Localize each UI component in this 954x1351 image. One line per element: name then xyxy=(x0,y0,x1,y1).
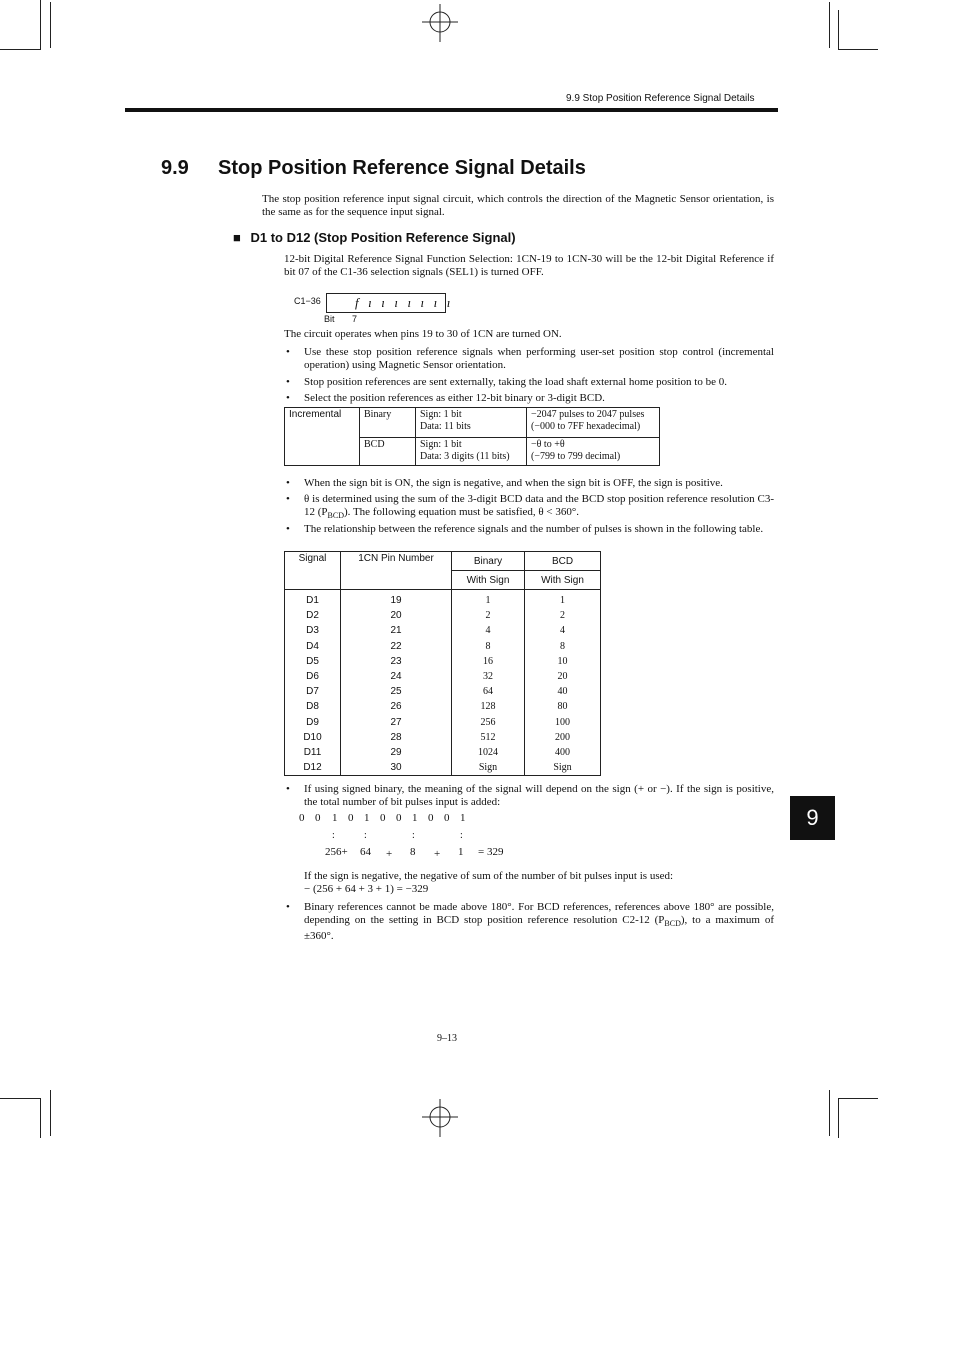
position-reference-table xyxy=(284,407,660,466)
chapter-tab: 9 xyxy=(790,796,835,840)
crop-mark xyxy=(838,1098,878,1099)
table-cell: Incremental xyxy=(285,408,360,466)
crop-mark xyxy=(50,2,51,48)
crop-mark xyxy=(40,0,41,50)
bitfield-box xyxy=(326,293,452,313)
table-row: D4 22 8 8 xyxy=(285,639,601,654)
crop-mark xyxy=(40,1098,41,1138)
list-item: • If using signed binary, the meaning of the signal will depend on the sign (+ or −). If the sign is positive, the total number of bit pulses input is added: xyxy=(286,783,774,808)
registration-mark-bottom xyxy=(420,1097,460,1137)
table-header: Signal xyxy=(285,552,341,590)
table-row: D2 20 2 2 xyxy=(285,608,601,623)
intro-paragraph: The stop position reference input signal circuit, which controls the direction of the Magnetic Sensor orientation, is the same as for the sequence input signal. xyxy=(262,193,774,218)
table-row: D11 29 1024 400 xyxy=(285,745,601,760)
table-header: 1CN Pin Number xyxy=(341,552,452,590)
section-number: 9.9 xyxy=(161,157,189,179)
table-cell: −θ to +θ (−799 to 799 decimal) xyxy=(527,438,660,466)
negative-sum-equation: − (256 + 64 + 3 + 1) = −329 xyxy=(304,883,429,895)
table-header: With Sign xyxy=(452,571,525,590)
table-row: D7 25 64 40 xyxy=(285,684,601,699)
table-cell: BCD xyxy=(360,438,416,466)
bit-number: 7 xyxy=(352,314,358,324)
table-cell: Sign: 1 bit Data: 11 bits xyxy=(416,408,527,438)
table-cell: Sign: 1 bit Data: 3 digits (11 bits) xyxy=(416,438,527,466)
registration-mark-top xyxy=(420,4,460,44)
crop-mark xyxy=(838,49,878,50)
paragraph-circuit: The circuit operates when pins 19 to 30 of 1CN are turned ON. xyxy=(284,328,562,340)
header-rule xyxy=(125,108,778,112)
crop-mark xyxy=(838,10,839,50)
sum-equation: 256+ 64 + 8 + 1 = 329 xyxy=(325,846,504,860)
crop-mark xyxy=(838,1098,839,1138)
bitfield-cells: f ı ı ı ı ı ı ı xyxy=(355,295,452,310)
section-title: Stop Position Reference Signal Details xyxy=(218,157,586,179)
table-row: D3 21 4 4 xyxy=(285,623,601,638)
signal-pulse-table xyxy=(284,551,601,776)
square-bullet-icon: ■ xyxy=(233,230,241,245)
list-item: • When the sign bit is ON, the sign is negative, and when the sign bit is OFF, the sign is positive. xyxy=(286,477,723,489)
table-row: D5 23 16 10 xyxy=(285,654,601,669)
bitfield-label: C1−36 xyxy=(294,296,321,306)
list-item: • Use these stop position reference signals when performing user-set position stop control (incremental operation) using Magnetic Sensor orientation. xyxy=(286,346,774,371)
list-item: • θ is determined using the sum of the 3-digit BCD data and the BCD stop position reference resolution C3-12 $(P_{BCD})$. The following equation must be satisfied, θ < 360°. xyxy=(286,493,774,521)
crop-mark xyxy=(829,2,830,48)
table-row: D6 24 32 20 xyxy=(285,669,601,684)
list-item: • The relationship between the reference signals and the number of pulses is shown in the following table. xyxy=(286,523,764,535)
table-header: With Sign xyxy=(525,571,601,590)
bit-pattern: 0 0 1 0 1 0 0 1 0 0 1 xyxy=(299,812,466,824)
table-header: Binary xyxy=(452,552,525,571)
negative-sign-text: If the sign is negative, the negative of sum of the number of bit pulses input is used: xyxy=(304,870,674,882)
section-heading xyxy=(161,157,586,180)
crop-mark xyxy=(50,1090,51,1136)
crop-mark xyxy=(829,1090,830,1136)
table-row: D10 28 512 200 xyxy=(285,730,601,745)
table-row: D12 30 Sign Sign xyxy=(285,760,601,776)
crop-mark xyxy=(0,1098,40,1099)
list-item: • Binary references cannot be made above 180°. For BCD references, references above 180° are possible, depending on the setting in BCD stop position reference resolution C2-12 $(P_{BCD})$, to a maximum of ±360°. xyxy=(286,901,774,943)
table-header: BCD xyxy=(525,552,601,571)
table-cell: −2047 pulses to 2047 pulses (−000 to 7FF hexadecimal) xyxy=(527,408,660,438)
table-cell: Binary xyxy=(360,408,416,438)
bit-label: Bit xyxy=(324,314,335,324)
paragraph-bit-selection: 12-bit Digital Reference Signal Function Selection: 1CN-19 to 1CN-30 will be the 12-bit Digital Reference if bit 07 of the C1-36 selection signals (SEL1) is turned OFF. xyxy=(284,253,774,278)
subsection-title: D1 to D12 (Stop Position Reference Signal) xyxy=(250,230,516,245)
bit-markers: : : : : xyxy=(332,830,463,841)
table-row: D9 27 256 100 xyxy=(285,715,601,730)
page-number: 9–13 xyxy=(437,1033,457,1044)
running-header: 9.9 Stop Position Reference Signal Details xyxy=(566,93,755,104)
list-item: • Stop position references are sent externally, taking the load shaft external home position to be 0. xyxy=(286,376,727,388)
table-row: D8 26 128 80 xyxy=(285,699,601,714)
crop-mark xyxy=(0,49,40,50)
table-row: D1 19 1 1 xyxy=(285,590,601,609)
list-item: • Select the position references as either 12-bit binary or 3-digit BCD. xyxy=(286,392,605,404)
subsection-heading xyxy=(233,230,516,245)
